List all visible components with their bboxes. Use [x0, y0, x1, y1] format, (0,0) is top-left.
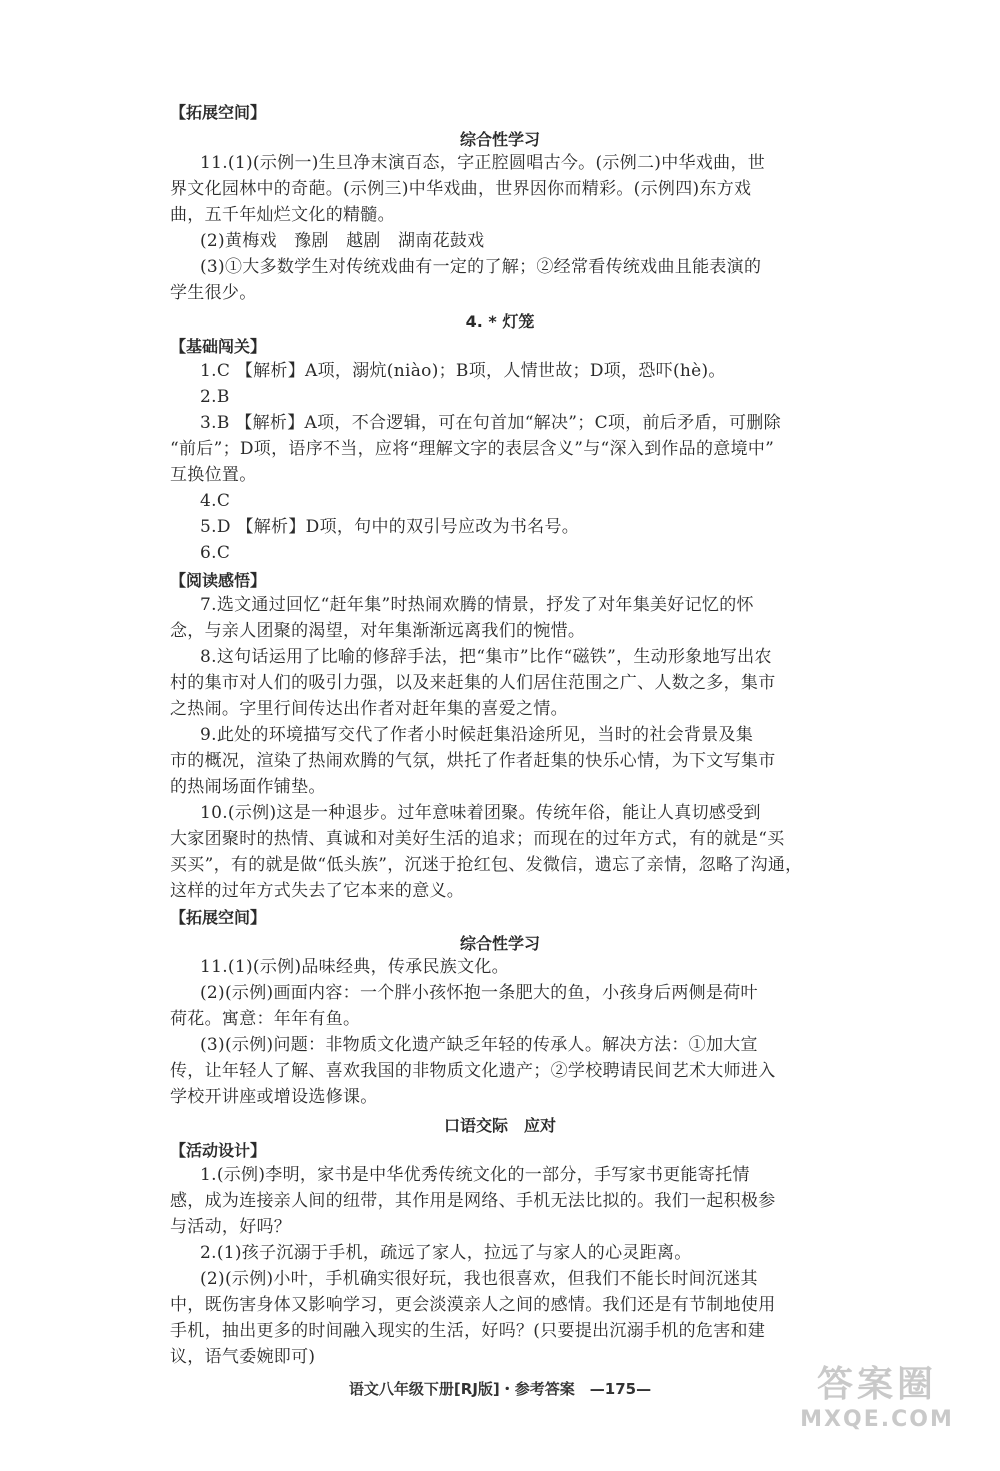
answer-line: 2.B [200, 387, 230, 407]
answer-line: 9.此处的环境描写交代了作者小时候赶集沿途所见，当时的社会背景及集 [200, 725, 754, 745]
answer-line: 市的概况，渲染了热闹欢腾的气氛，烘托了作者赶集的快乐心情，为下文写集市 [170, 751, 776, 771]
answer-line: 8.这句话运用了比喻的修辞手法，把“集市”比作“磁铁”，生动形象地写出农 [200, 647, 772, 667]
answer-line: 10.(示例)这是一种退步。过年意味着团聚。传统年俗，能让人真切感受到 [200, 803, 761, 823]
answer-line: 界文化园林中的奇葩。(示例三)中华戏曲，世界因你而精彩。(示例四)东方戏 [170, 179, 752, 199]
watermark-title: 答案圈 [816, 1364, 937, 1405]
answer-line: “前后”；D项，语序不当，应将“理解文字的表层含义”与“深入到作品的意境中” [170, 439, 775, 459]
answer-line: 曲，五千年灿烂文化的精髓。 [170, 205, 395, 225]
watermark-url: MXQE.COM [800, 1407, 954, 1432]
answer-line: 6.C [200, 543, 231, 563]
answer-line: 7.选文通过回忆“赶年集”时热闹欢腾的情景，抒发了对年集美好记忆的怀 [200, 595, 754, 615]
answer-line: 的热闹场面作铺垫。 [170, 777, 326, 797]
subsection-title-oral: 口语交际 应对 [443, 1116, 556, 1135]
section-header-expansion-2: 【拓展空间】 [170, 908, 267, 927]
answer-line: 2.(1)孩子沉溺于手机，疏远了家人，拉远了与家人的心灵距离。 [200, 1243, 692, 1263]
answer-line: 买买”，有的就是做“低头族”，沉迷于抢红包、发微信，遗忘了亲情，忽略了沟通， [170, 855, 803, 875]
section-header-reading: 【阅读感悟】 [170, 571, 267, 590]
answer-line: 念，与亲人团聚的渴望，对年集渐渐远离我们的惋惜。 [170, 621, 586, 641]
answer-line: (2)(示例)小叶，手机确实很好玩，我也很喜欢，但我们不能长时间沉迷其 [200, 1269, 758, 1289]
answer-line: 11.(1)(示例)品味经典，传承民族文化。 [200, 957, 509, 977]
section-header-activity: 【活动设计】 [170, 1141, 267, 1160]
section-header-basic: 【基础闯关】 [170, 337, 267, 356]
subsection-title-comprehensive-2: 综合性学习 [459, 934, 540, 953]
answer-line: 学生很少。 [170, 283, 257, 303]
watermark-logo [782, 1363, 972, 1453]
answer-line: 手机，抽出更多的时间融入现实的生活，好吗？(只要提出沉溺手机的危害和建 [170, 1321, 766, 1341]
answer-line: 1.(示例)李明，家书是中华优秀传统文化的一部分，手写家书更能寄托情 [200, 1165, 750, 1185]
answer-line: 学校开讲座或增设选修课。 [170, 1087, 378, 1107]
answer-line: 大家团聚时的热情、真诚和对美好生活的追求；而现在的过年方式，有的就是“买 [170, 829, 785, 849]
answer-line: (3)①大多数学生对传统戏曲有一定的了解；②经常看传统戏曲且能表演的 [200, 257, 762, 277]
section-header-expansion: 【拓展空间】 [170, 103, 267, 122]
lesson-title: 4. * 灯笼 [465, 312, 535, 331]
answer-line: 议，语气委婉即可) [170, 1347, 316, 1367]
answer-line: 村的集市对人们的吸引力强，以及来赶集的人们居住范围之广、人数之多，集市 [170, 673, 776, 693]
answer-line: 之热闹。字里行间传达出作者对赶年集的喜爱之情。 [170, 699, 568, 719]
answer-line: (3)(示例)问题：非物质文化遗产缺乏年轻的传承人。解决方法：①加大宣 [200, 1035, 758, 1055]
answer-line: 1.C 【解析】A项，溺炕(niào)；B项，人情世故；D项，恐吓(hè)。 [200, 361, 726, 381]
answer-line: 这样的过年方式失去了它本来的意义。 [170, 881, 465, 901]
answer-line: 传，让年轻人了解、喜欢我国的非物质文化遗产；②学校聘请民间艺术大师进入 [170, 1061, 776, 1081]
answer-line: 中，既伤害身体又影响学习，更会淡漠亲人之间的感情。我们还是有节制地使用 [170, 1295, 776, 1315]
answer-line: 互换位置。 [170, 465, 257, 485]
answer-line: (2)(示例)画面内容：一个胖小孩怀抱一条肥大的鱼，小孩身后两侧是荷叶 [200, 983, 758, 1003]
subsection-title-comprehensive: 综合性学习 [459, 130, 540, 149]
answer-line: 3.B 【解析】A项，不合逻辑，可在句首加“解决”；C项，前后矛盾，可删除 [200, 413, 781, 433]
answer-line: (2)黄梅戏 豫剧 越剧 湖南花鼓戏 [200, 231, 485, 251]
answer-line: 4.C [200, 491, 231, 511]
answer-line: 与活动，好吗？ [170, 1217, 292, 1237]
page-footer: 语文八年级下册[RJ版]・参考答案 —175— [348, 1380, 652, 1398]
answer-line: 感，成为连接亲人间的纽带，其作用是网络、手机无法比拟的。我们一起积极参 [170, 1191, 776, 1211]
answer-line: 荷花。寓意：年年有鱼。 [170, 1009, 361, 1029]
answer-line: 11.(1)(示例一)生旦净末演百态，字正腔圆唱古今。(示例二)中华戏曲，世 [200, 153, 766, 173]
answer-line: 5.D 【解析】D项，句中的双引号应改为书名号。 [200, 517, 580, 537]
